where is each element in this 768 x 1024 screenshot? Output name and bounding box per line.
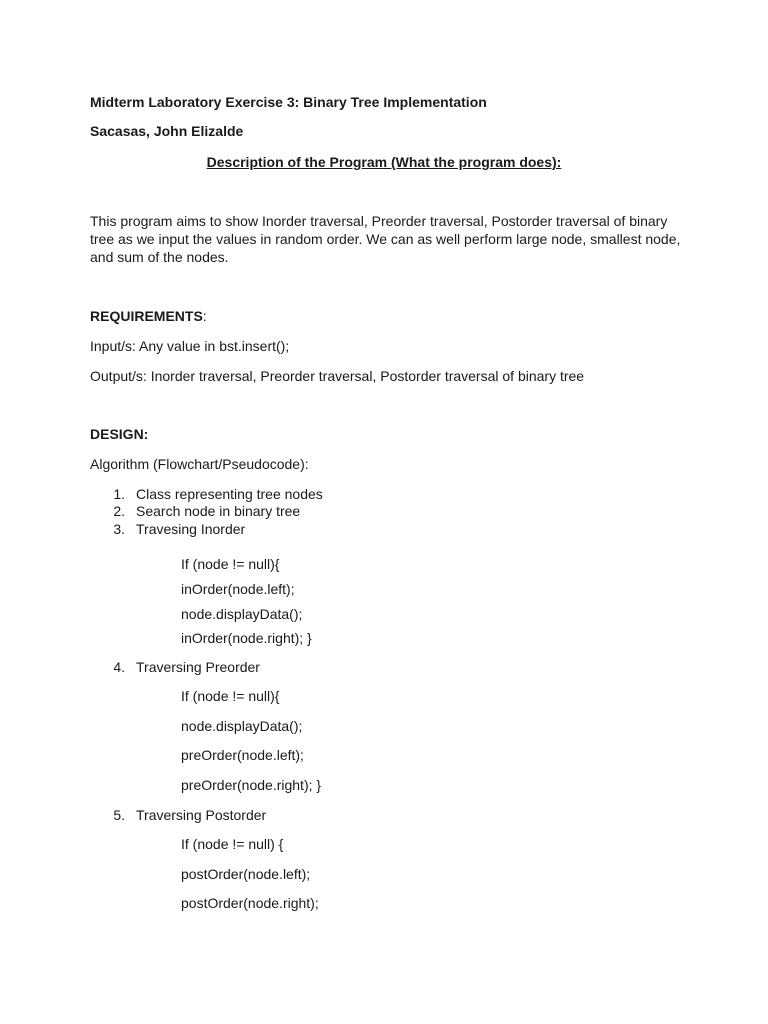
code-line: If (node != null){: [181, 556, 280, 572]
step-number: 1.: [113, 486, 125, 502]
step-text: Search node in binary tree: [136, 503, 301, 519]
requirements-heading-colon: :: [202, 308, 207, 324]
requirements-output: Output/s: Inorder traversal, Preorder traversal, Postorder traversal of binary tree: [90, 368, 585, 384]
step-number: 2.: [113, 503, 125, 519]
step-number: 5.: [113, 807, 125, 823]
description-paragraph: This program aims to show Inorder traversal, Preorder traversal, Postorder traversal of binary tree as we input the values in random order. We can as well perform large node, smallest node, and sum of the nodes.: [90, 213, 681, 265]
code-line: preOrder(node.left);: [181, 747, 304, 763]
code-line: node.displayData();: [181, 606, 303, 622]
requirements-heading-line: [90, 308, 207, 325]
code-line: If (node != null){: [181, 688, 280, 704]
step-number: 4.: [113, 659, 125, 675]
author-name: Sacasas, John Elizalde: [90, 123, 244, 139]
code-line: If (node != null) {: [181, 836, 284, 852]
requirements-input: Input/s: Any value in bst.insert();: [90, 338, 290, 354]
code-line: postOrder(node.right);: [181, 895, 319, 911]
code-line: node.displayData();: [181, 718, 303, 734]
step-text: Class representing tree nodes: [136, 486, 323, 502]
step-text: Travesing Inorder: [136, 521, 246, 537]
code-line: preOrder(node.right); }: [181, 777, 322, 793]
code-line: inOrder(node.right); }: [181, 630, 312, 646]
step-text: Traversing Preorder: [136, 659, 260, 675]
document-title: Midterm Laboratory Exercise 3: Binary Tree Implementation: [90, 94, 487, 110]
design-heading: DESIGN:: [90, 426, 149, 442]
requirements-heading: REQUIREMENTS: [90, 308, 203, 324]
code-line: postOrder(node.left);: [181, 866, 311, 882]
code-line: inOrder(node.left);: [181, 581, 295, 597]
step-number: 3.: [113, 521, 125, 537]
description-heading: Description of the Program (What the program does):: [206, 154, 562, 170]
step-text: Traversing Postorder: [136, 807, 267, 823]
algorithm-label: Algorithm (Flowchart/Pseudocode):: [90, 456, 309, 472]
